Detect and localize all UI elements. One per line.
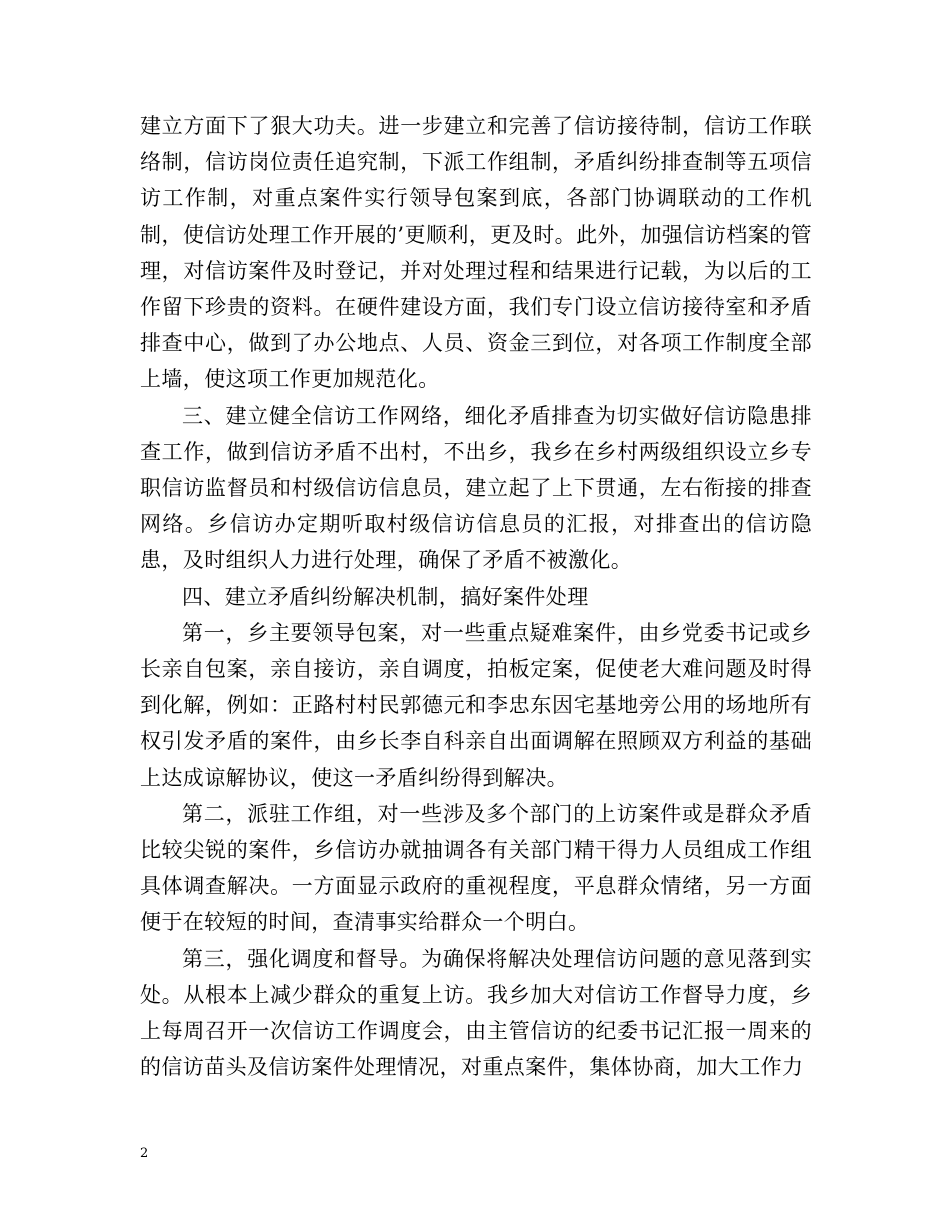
paragraph-6: 第三，强化调度和督导。为确保将解决处理信访问题的意见落到实处。从根本上减少群众的重复上访。我乡加大对信访工作督导力度，乡上每周召开一次信访工作调度会，由主管信访的纪委书记汇报一周来的的信访苗头及信访案件处理情况，对重点案件，集体协商，加大工作力 (140, 946, 812, 1080)
page-number: 2 (140, 1146, 149, 1161)
paragraph-1: 建立方面下了狠大功夫。进一步建立和完善了信访接待制，信访工作联络制，信访岗位责任追究制，下派工作组制，矛盾纠纷排查制等五项信访工作制，对重点案件实行领导包案到底，各部门协调联动的工作机制，使信访处理工作开展的’更顺利，更及时。此外，加强信访档案的管理，对信访案件及时登记，并对处理过程和结果进行记载，为以后的工作留下珍贵的资料。在硬件建设方面，我们专门设立信访接待室和矛盾排查中心，做到了办公地点、人员、资金三到位，对各项工作制度全部上墙，使这项工作更加规范化。 (140, 114, 812, 392)
paragraph-2: 三、建立健全信访工作网络，细化矛盾排查为切实做好信访隐患排查工作，做到信访矛盾不出村，不出乡，我乡在乡村两级组织设立乡专职信访监督员和村级信访信息员，建立起了上下贯通，左右衔接的排查网络。乡信访办定期听取村级信访信息员的汇报，对排查出的信访隐患，及时组织人力进行处理，确保了矛盾不被激化。 (140, 403, 812, 573)
paragraph-4: 第一，乡主要领导包案，对一些重点疑难案件，由乡党委书记或乡长亲自包案，亲自接访，亲自调度，拍板定案，促使老大难问题及时得到化解，例如：正路村村民郭德元和李忠东因宅基地旁公用的场地所有权引发矛盾的案件，由乡长李自科亲自出面调解在照顾双方利益的基础上达成谅解协议，使这一矛盾纠纷得到解决。 (140, 620, 812, 790)
body-text (140, 108, 812, 1085)
paragraph-3-heading: 四、建立矛盾纠纷解决机制，搞好案件处理 (182, 584, 589, 609)
paragraph-5: 第二，派驻工作组，对一些涉及多个部门的上访案件或是群众矛盾比较尖锐的案件，乡信访办就抽调各有关部门精干得力人员组成工作组具体调查解决。一方面显示政府的重视程度，平息群众情绪，另一方面便于在较短的时间，查清事实给群众一个明白。 (140, 801, 812, 935)
